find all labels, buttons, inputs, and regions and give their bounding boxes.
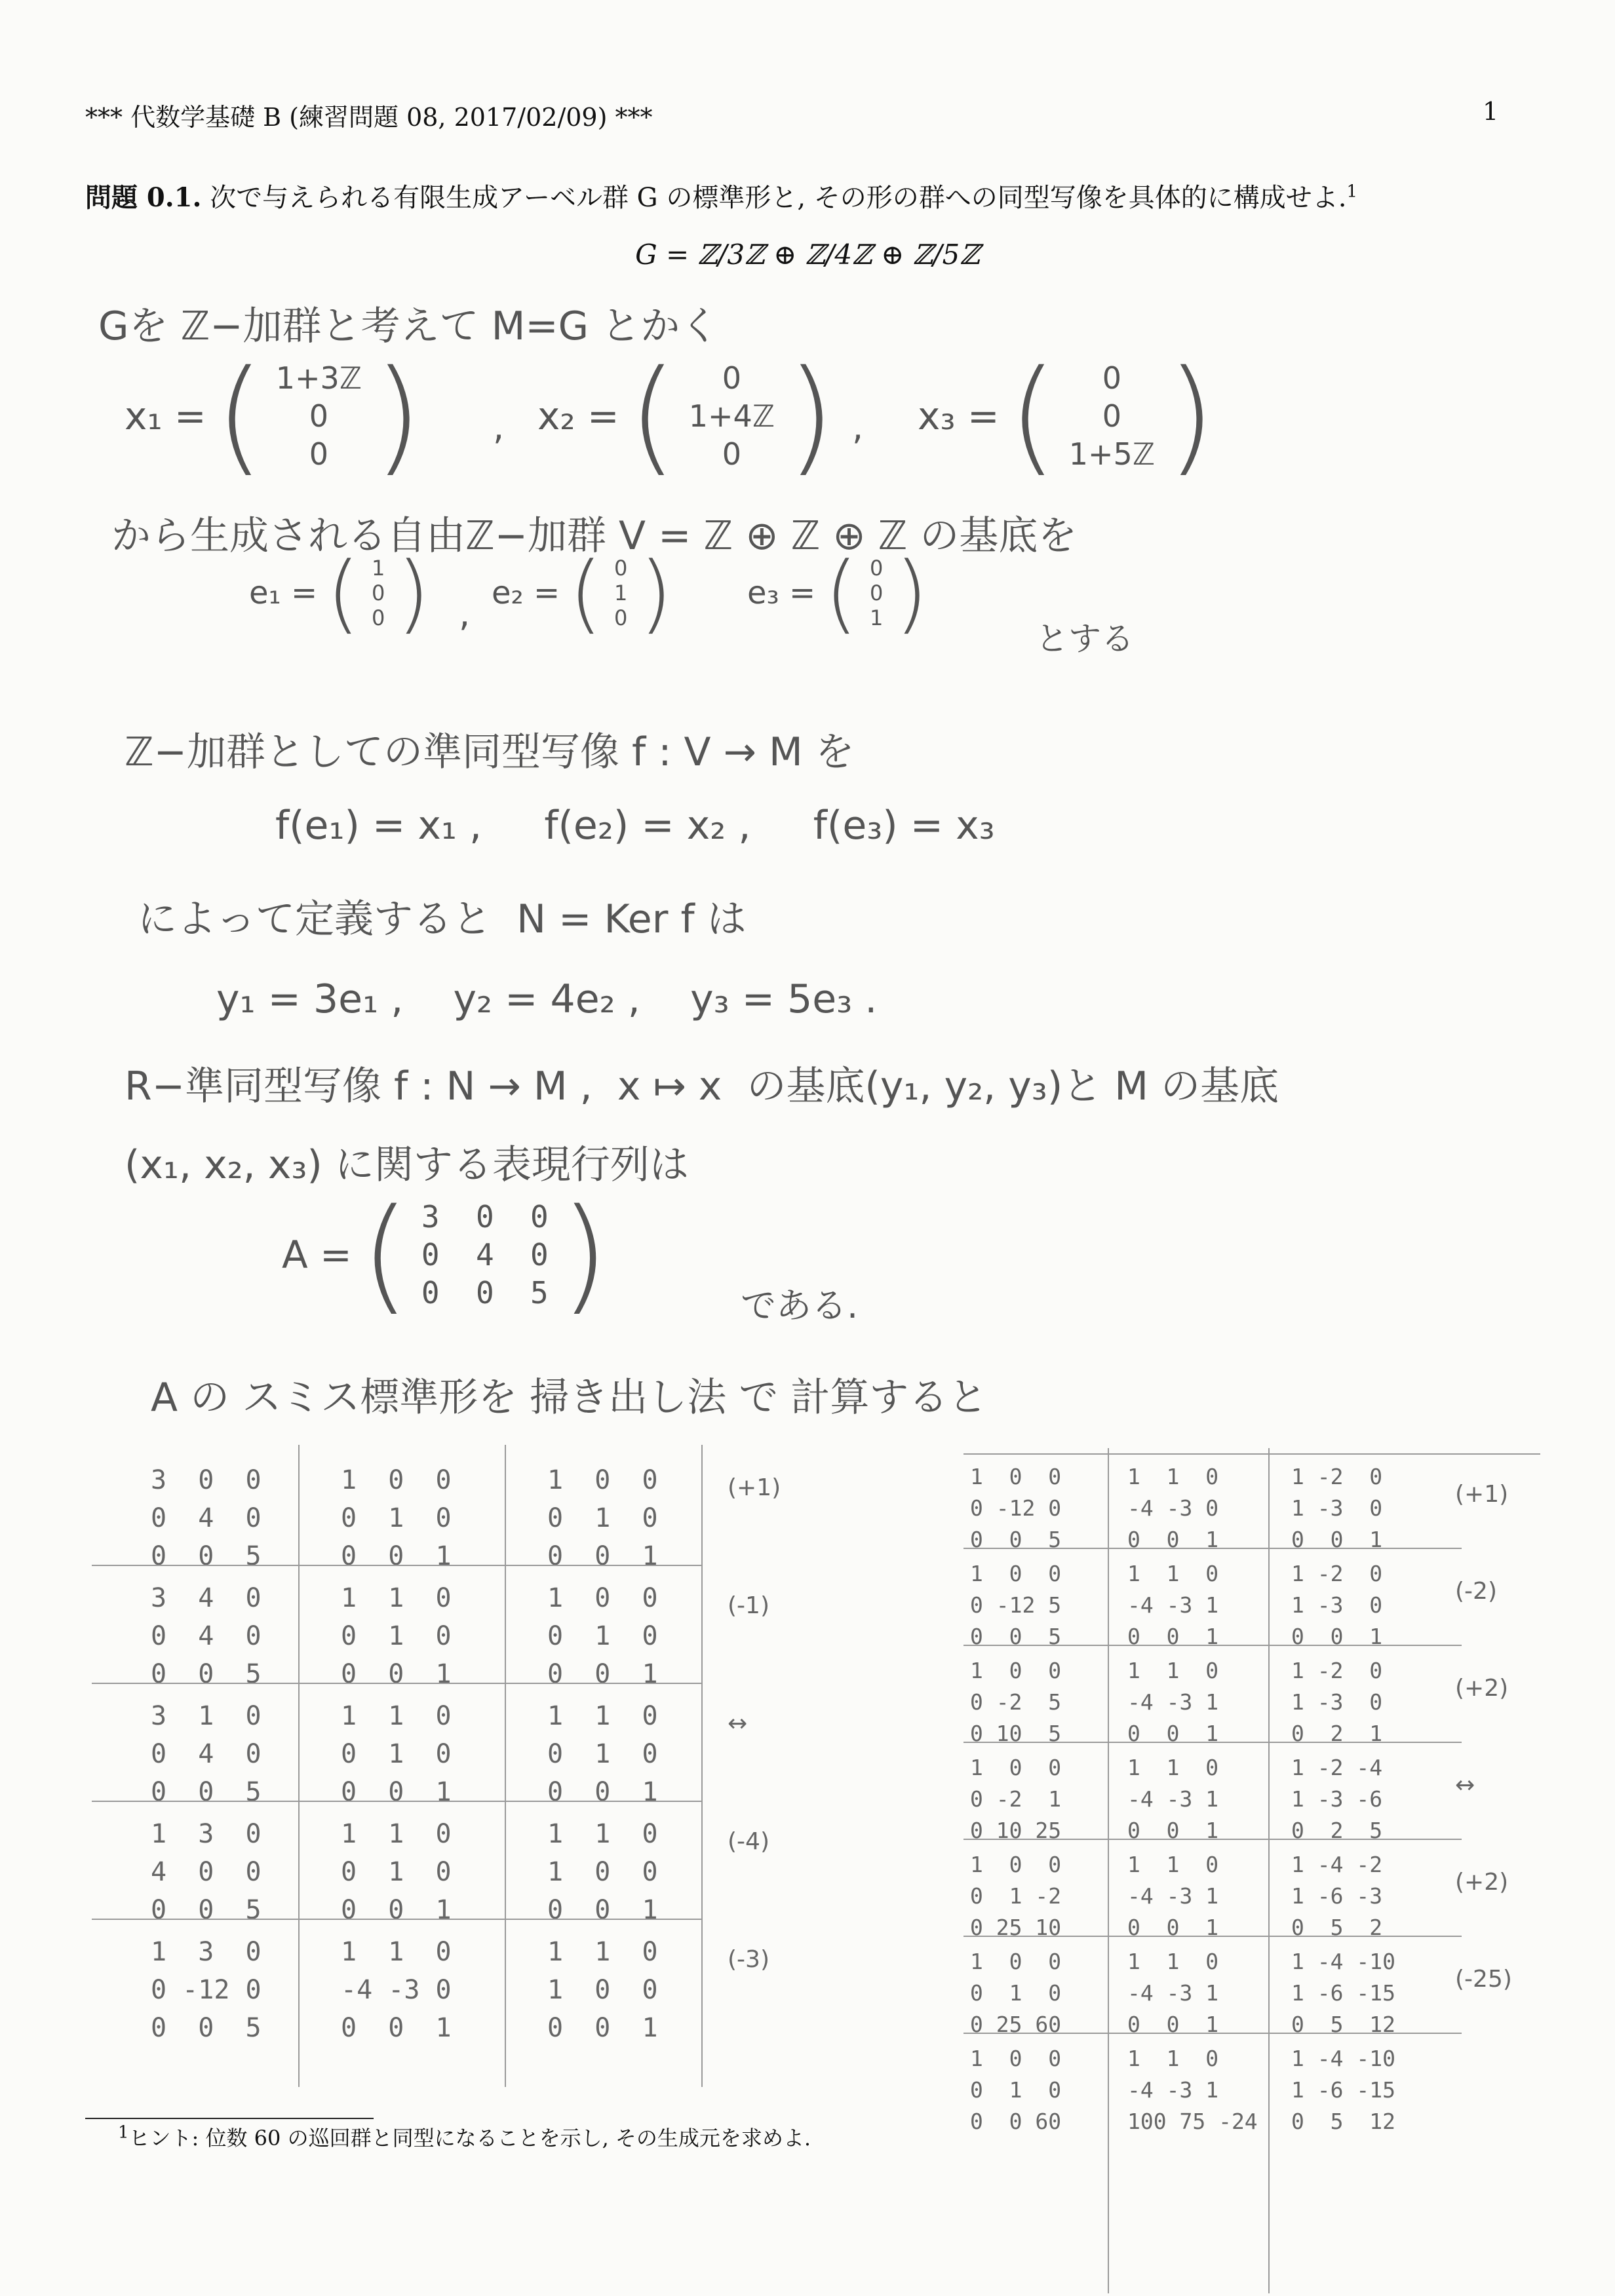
matrix-row: 0 0 1 — [547, 1659, 658, 1689]
problem-text: 次で与えられる有限生成アーベル群 G の標準形と, その形の群への同型写像を具体的に構成せよ. — [210, 183, 1347, 213]
matrix-row: 1 -3 -6 — [1291, 1786, 1383, 1812]
matrix-block — [151, 1461, 262, 1575]
matrix-row: 0 1 0 — [547, 1503, 658, 1533]
matrix-block — [970, 1655, 1061, 1750]
grid-line — [505, 1445, 506, 2087]
matrix-row: -4 -3 1 — [1127, 1689, 1219, 1715]
matrix-block — [151, 1697, 262, 1811]
page-number: 1 — [1483, 97, 1499, 126]
matrix-row: 0 1 0 — [341, 1857, 452, 1887]
matrix-row: 1 1 0 — [1127, 1561, 1219, 1586]
matrix-row: 0 1 0 — [341, 1621, 452, 1651]
matrix-row: 0 0 60 — [970, 2109, 1062, 2134]
matrix-A — [282, 1182, 609, 1327]
vector-x2 — [537, 343, 836, 488]
grid-line — [298, 1445, 300, 2087]
x3-entries — [1069, 359, 1155, 473]
matrix-block — [341, 1697, 452, 1811]
matrix-row: 1 1 0 — [547, 1819, 658, 1849]
matrix-row: -4 -3 0 — [1127, 1495, 1219, 1521]
matrix-row: 0 0 1 — [1127, 1721, 1219, 1746]
matrix-row: 0 1 0 — [341, 1503, 452, 1533]
group-formula: G = ℤ/3ℤ ⊕ ℤ/4ℤ ⊕ ℤ/5ℤ — [635, 239, 980, 271]
matrix-row: 1 1 0 — [1127, 1949, 1219, 1974]
matrix-row: 0 0 1 — [341, 1777, 452, 1807]
matrix-row: 0 0 1 — [547, 1777, 658, 1807]
matrix-block — [547, 1579, 658, 1693]
grid-line — [92, 1919, 701, 1920]
matrix-row: 0 -12 0 — [151, 1975, 262, 2005]
right-paren: ) — [895, 543, 929, 643]
grid-line — [92, 1683, 701, 1684]
matrix-row: -4 -3 1 — [1127, 1592, 1219, 1618]
left-paren: ( — [360, 1182, 410, 1327]
matrix-row: 0 -2 5 — [970, 1689, 1062, 1715]
grid-line — [963, 1936, 1462, 1937]
matrix-row: 1 0 0 — [970, 1949, 1062, 1974]
matrix-row: 1 -4 -10 — [1291, 1949, 1395, 1974]
operation-note: (+2) — [1455, 1675, 1509, 1702]
matrix-row: 0 0 1 — [547, 1541, 658, 1571]
matrix-row: 1 0 0 — [341, 1465, 452, 1495]
matrix-row: 0 1 0 — [547, 1621, 658, 1651]
matrix-row: 0 10 25 — [970, 1818, 1062, 1843]
grid-line — [963, 2033, 1462, 2034]
matrix-block — [1291, 2043, 1395, 2137]
operation-note: (-4) — [728, 1828, 769, 1855]
matrix-row: 0 1 0 — [547, 1739, 658, 1769]
matrix-row: 0 0 5 — [151, 1659, 262, 1689]
grid-line — [963, 1742, 1462, 1743]
comma: , — [493, 406, 505, 448]
matrix-row: 1 1 0 — [341, 1583, 452, 1613]
hand-line-7: R−準同型写像 f : N → M , x ↦ x の基底(y₁, y₂, y₃)と M の基底 — [125, 1063, 1279, 1109]
problem-label: 問題 0.1. — [85, 182, 202, 213]
matrix-row: 1 1 0 — [1127, 1658, 1219, 1683]
vector-e3 — [747, 543, 929, 643]
x2-entries — [689, 359, 775, 473]
entry: 1+3ℤ — [275, 360, 362, 396]
matrix-row: 3 4 0 — [151, 1583, 262, 1613]
vector-e2 — [492, 543, 673, 643]
left-paren: ( — [215, 343, 264, 488]
matrix-row: 0 5 2 — [1291, 1915, 1383, 1940]
left-paren: ( — [628, 343, 677, 488]
matrix-row: 0 0 1 — [341, 1895, 452, 1925]
matrix-block — [1127, 1558, 1218, 1653]
matrix-row: 1 0 0 — [547, 1857, 658, 1887]
matrix-row: 0 4 0 — [151, 1503, 262, 1533]
matrix-row: 1 3 0 — [151, 1819, 262, 1849]
matrix-row: 0 -12 0 — [970, 1495, 1062, 1521]
footnote-number: 1 — [118, 2122, 129, 2143]
grid-line — [963, 1453, 1540, 1455]
matrix-block — [1127, 1655, 1218, 1750]
matrix-row: 0 0 1 — [1127, 1915, 1219, 1940]
e2-entries — [614, 556, 627, 630]
operation-note: (+1) — [1455, 1481, 1509, 1508]
matrix-row: 1 1 0 — [1127, 1852, 1219, 1877]
matrix-block — [970, 1849, 1061, 1943]
matrix-row: -4 -3 0 — [341, 1975, 452, 2005]
matrix-block — [341, 1579, 452, 1693]
hand-line-6: y₁ = 3e₁ , y₂ = 4e₂ , y₃ = 5e₃ . — [216, 976, 878, 1022]
e1-entries — [372, 556, 385, 630]
left-paren: ( — [1008, 343, 1057, 488]
right-paren: ) — [374, 343, 423, 488]
matrix-row: 1 -3 0 — [1291, 1592, 1383, 1618]
vector-x3 — [918, 343, 1216, 488]
matrix-row: 4 0 0 — [151, 1857, 262, 1887]
matrix-row: 1 -6 -15 — [1291, 1980, 1395, 2006]
matrix-row: 1 0 0 — [547, 1465, 658, 1495]
matrix-block — [151, 1579, 262, 1693]
comma: , — [852, 406, 864, 448]
matrix-row: 1 1 0 — [1127, 1755, 1219, 1780]
right-paren: ) — [639, 543, 673, 643]
entry: 0 — [309, 398, 329, 434]
footnote-text: ヒント: 位数 60 の巡回群と同型になることを示し, その生成元を求めよ. — [128, 2126, 811, 2151]
matrix-block — [151, 1815, 262, 1929]
hand-line-2: から生成される自由ℤ−加群 V = ℤ ⊕ ℤ ⊕ ℤ の基底を — [111, 513, 1078, 559]
matrix-row: 1 1 0 — [1127, 2046, 1219, 2071]
footnote-mark: 1 — [1346, 182, 1358, 202]
matrix-row: 0 25 10 — [970, 1915, 1062, 1940]
matrix-row: 1 0 0 — [970, 1561, 1062, 1586]
matrix-row: 0 0 5 — [151, 2013, 262, 2043]
matrix-row: 1 1 0 — [547, 1937, 658, 1967]
matrix-row: 1 1 0 — [547, 1701, 658, 1731]
matrix-row: 0 0 5 — [151, 1541, 262, 1571]
grid-line — [963, 1548, 1462, 1549]
e2-label: e₂ = — [492, 575, 560, 611]
matrix-row: -4 -3 1 — [1127, 1786, 1219, 1812]
A-label: A = — [282, 1233, 352, 1277]
matrix-block — [1291, 1946, 1395, 2040]
entry: 0 — [722, 436, 742, 472]
matrix-row: 0 0 1 — [547, 1895, 658, 1925]
operation-note: ↔ — [1455, 1772, 1475, 1799]
matrix-row: 1 1 0 — [341, 1819, 452, 1849]
footnote — [118, 2122, 811, 2152]
matrix-row: 0 2 1 — [1291, 1721, 1383, 1746]
grid-line — [963, 1839, 1462, 1840]
matrix-row: 0 0 1 — [341, 1541, 452, 1571]
entry: 0 — [371, 581, 385, 605]
de-aru-text: である. — [741, 1285, 859, 1326]
x1-label: x₁ = — [125, 394, 206, 438]
operation-note: (-3) — [728, 1946, 769, 1973]
matrix-row: 0 -12 5 — [970, 1592, 1062, 1618]
matrix-row: 1 0 0 — [970, 1464, 1062, 1489]
matrix-row: 0 0 1 — [547, 2013, 658, 2043]
matrix-row: 1 -6 -3 — [1291, 1883, 1383, 1909]
grid-line — [92, 1565, 701, 1566]
matrix-row: 0 1 0 — [970, 1980, 1062, 2006]
matrix-row: 1 -4 -10 — [1291, 2046, 1395, 2071]
vector-x1 — [125, 343, 423, 488]
grid-line — [1108, 1448, 1109, 2293]
matrix-row: 0 0 5 — [421, 1275, 549, 1311]
entry: 0 — [371, 605, 385, 630]
matrix-row: 1 -2 0 — [1291, 1464, 1383, 1489]
entry: 0 — [613, 556, 628, 581]
matrix-block — [547, 1815, 658, 1929]
matrix-block — [970, 1752, 1061, 1846]
operation-note: (+1) — [728, 1474, 781, 1501]
matrix-row: 0 4 0 — [151, 1739, 262, 1769]
matrix-row: 1 -6 -15 — [1291, 2077, 1395, 2103]
grid-line — [963, 1645, 1462, 1646]
matrix-row: 0 0 1 — [341, 1659, 452, 1689]
matrix-row: 3 0 0 — [151, 1465, 262, 1495]
entry: 0 — [1102, 360, 1122, 396]
matrix-block — [1127, 1946, 1218, 2040]
matrix-row: 0 0 5 — [151, 1895, 262, 1925]
hand-line-9: A の スミス標準形を 掃き出し法 で 計算すると — [151, 1375, 988, 1421]
matrix-block — [547, 1697, 658, 1811]
problem-statement — [85, 177, 1560, 214]
matrix-block — [1127, 1752, 1218, 1846]
grid-line — [701, 1445, 703, 2087]
hand-line-5: によって定義すると N = Ker f は — [138, 896, 747, 942]
matrix-block — [547, 1933, 658, 2047]
matrix-row: 1 1 0 — [341, 1701, 452, 1731]
matrix-row: 0 5 12 — [1291, 2012, 1395, 2037]
matrix-row: 1 0 0 — [970, 1658, 1062, 1683]
to-suru-text: とする — [1036, 620, 1134, 658]
left-paren: ( — [326, 543, 360, 643]
entry: 1+4ℤ — [688, 398, 775, 434]
matrix-block — [341, 1933, 452, 2047]
e3-label: e₃ = — [747, 575, 816, 611]
matrix-row: 3 0 0 — [421, 1199, 549, 1234]
right-paren: ) — [560, 1182, 609, 1327]
matrix-row: -4 -3 1 — [1127, 2077, 1219, 2103]
matrix-row: 0 1 -2 — [970, 1883, 1062, 1909]
matrix-row: 0 0 1 — [1127, 1818, 1219, 1843]
matrix-row: 1 -4 -2 — [1291, 1852, 1383, 1877]
matrix-row: -4 -3 1 — [1127, 1980, 1219, 2006]
footnote-rule — [85, 2118, 374, 2119]
matrix-row: 0 0 1 — [1127, 2012, 1219, 2037]
left-paren: ( — [569, 543, 602, 643]
matrix-row: 1 -3 0 — [1291, 1495, 1383, 1521]
x1-entries — [276, 359, 362, 473]
matrix-row: 0 0 5 — [151, 1777, 262, 1807]
matrix-row: 0 4 0 — [151, 1621, 262, 1651]
operation-note: ↔ — [728, 1710, 748, 1737]
matrix-row: 0 10 5 — [970, 1721, 1062, 1746]
matrix-row: 100 75 -24 — [1127, 2109, 1258, 2134]
matrix-block — [1291, 1461, 1382, 1556]
matrix-row: 1 3 0 — [151, 1937, 262, 1967]
matrix-row: 0 1 0 — [341, 1739, 452, 1769]
matrix-block — [1127, 1461, 1218, 1556]
matrix-row: 1 -2 0 — [1291, 1658, 1383, 1683]
right-paren: ) — [397, 543, 431, 643]
hand-line-4: f(e₁) = x₁ , f(e₂) = x₂ , f(e₃) = x₃ — [275, 803, 995, 849]
entry: 0 — [722, 360, 742, 396]
operation-note: (-25) — [1455, 1966, 1512, 1993]
matrix-row: 1 -2 0 — [1291, 1561, 1383, 1586]
x3-label: x₃ = — [918, 394, 1000, 438]
matrix-block — [1291, 1558, 1382, 1653]
entry: 1+5ℤ — [1068, 436, 1156, 472]
matrix-row: 0 -2 1 — [970, 1786, 1062, 1812]
matrix-row: 0 4 0 — [421, 1237, 549, 1272]
operation-note: (-1) — [728, 1592, 769, 1619]
matrix-block — [970, 1946, 1061, 2040]
matrix-row: 1 0 0 — [547, 1583, 658, 1613]
entry: 0 — [869, 556, 884, 581]
matrix-row: 1 0 0 — [970, 2046, 1062, 2071]
matrix-row: 1 1 0 — [1127, 1464, 1219, 1489]
matrix-row: 0 0 1 — [1127, 1527, 1219, 1552]
right-paren: ) — [1167, 343, 1216, 488]
entry: 1 — [613, 581, 628, 605]
matrix-block — [341, 1815, 452, 1929]
matrix-block — [1291, 1752, 1382, 1846]
matrix-row: 0 0 5 — [970, 1624, 1062, 1649]
matrix-row: 1 0 0 — [547, 1975, 658, 2005]
matrix-block — [341, 1461, 452, 1575]
matrix-block — [1127, 2043, 1258, 2137]
A-entries — [421, 1198, 549, 1312]
matrix-block — [970, 1461, 1061, 1556]
matrix-row: 0 2 5 — [1291, 1818, 1383, 1843]
vector-e1 — [249, 543, 431, 643]
matrix-block — [1127, 1849, 1218, 1943]
matrix-row: 1 -3 0 — [1291, 1689, 1383, 1715]
x2-label: x₂ = — [537, 394, 619, 438]
entry: 0 — [869, 581, 884, 605]
header-title: *** 代数学基礎 B (練習問題 08, 2017/02/09) *** — [85, 103, 653, 132]
matrix-row: 1 0 0 — [970, 1852, 1062, 1877]
matrix-row: 1 0 0 — [970, 1755, 1062, 1780]
comma: , — [459, 593, 471, 634]
matrix-block — [547, 1461, 658, 1575]
grid-line — [92, 1801, 701, 1802]
e3-entries — [870, 556, 883, 630]
operation-note: (-2) — [1455, 1578, 1497, 1605]
entry: 0 — [613, 605, 628, 630]
matrix-block — [151, 1933, 262, 2047]
matrix-row: 0 0 1 — [341, 2013, 452, 2043]
matrix-block — [1291, 1655, 1382, 1750]
matrix-block — [970, 2043, 1061, 2137]
matrix-row: 0 1 0 — [970, 2077, 1062, 2103]
matrix-row: 1 -2 -4 — [1291, 1755, 1383, 1780]
matrix-block — [970, 1558, 1061, 1653]
entry: 0 — [1102, 398, 1122, 434]
hand-line-1: Gを ℤ−加群と考えて M=G とかく — [98, 303, 720, 349]
entry: 1 — [371, 556, 385, 581]
hand-line-3: ℤ−加群としての準同型写像 f : V → M を — [125, 729, 855, 775]
matrix-block — [1291, 1849, 1382, 1943]
entry: 1 — [869, 605, 884, 630]
hand-line-8: (x₁, x₂, x₃) に関する表現行列は — [125, 1142, 689, 1188]
grid-line — [1268, 1448, 1270, 2293]
right-paren: ) — [787, 343, 836, 488]
left-paren: ( — [825, 543, 858, 643]
matrix-row: -4 -3 1 — [1127, 1883, 1219, 1909]
matrix-row: 0 0 5 — [970, 1527, 1062, 1552]
matrix-row: 0 0 1 — [1291, 1527, 1383, 1552]
matrix-row: 0 25 60 — [970, 2012, 1062, 2037]
matrix-row: 0 0 1 — [1127, 1624, 1219, 1649]
matrix-row: 3 1 0 — [151, 1701, 262, 1731]
matrix-row: 0 0 1 — [1291, 1624, 1383, 1649]
e1-label: e₁ = — [249, 575, 318, 611]
entry: 0 — [309, 436, 329, 472]
matrix-row: 1 1 0 — [341, 1937, 452, 1967]
matrix-row: 0 5 12 — [1291, 2109, 1395, 2134]
operation-note: (+2) — [1455, 1869, 1509, 1896]
